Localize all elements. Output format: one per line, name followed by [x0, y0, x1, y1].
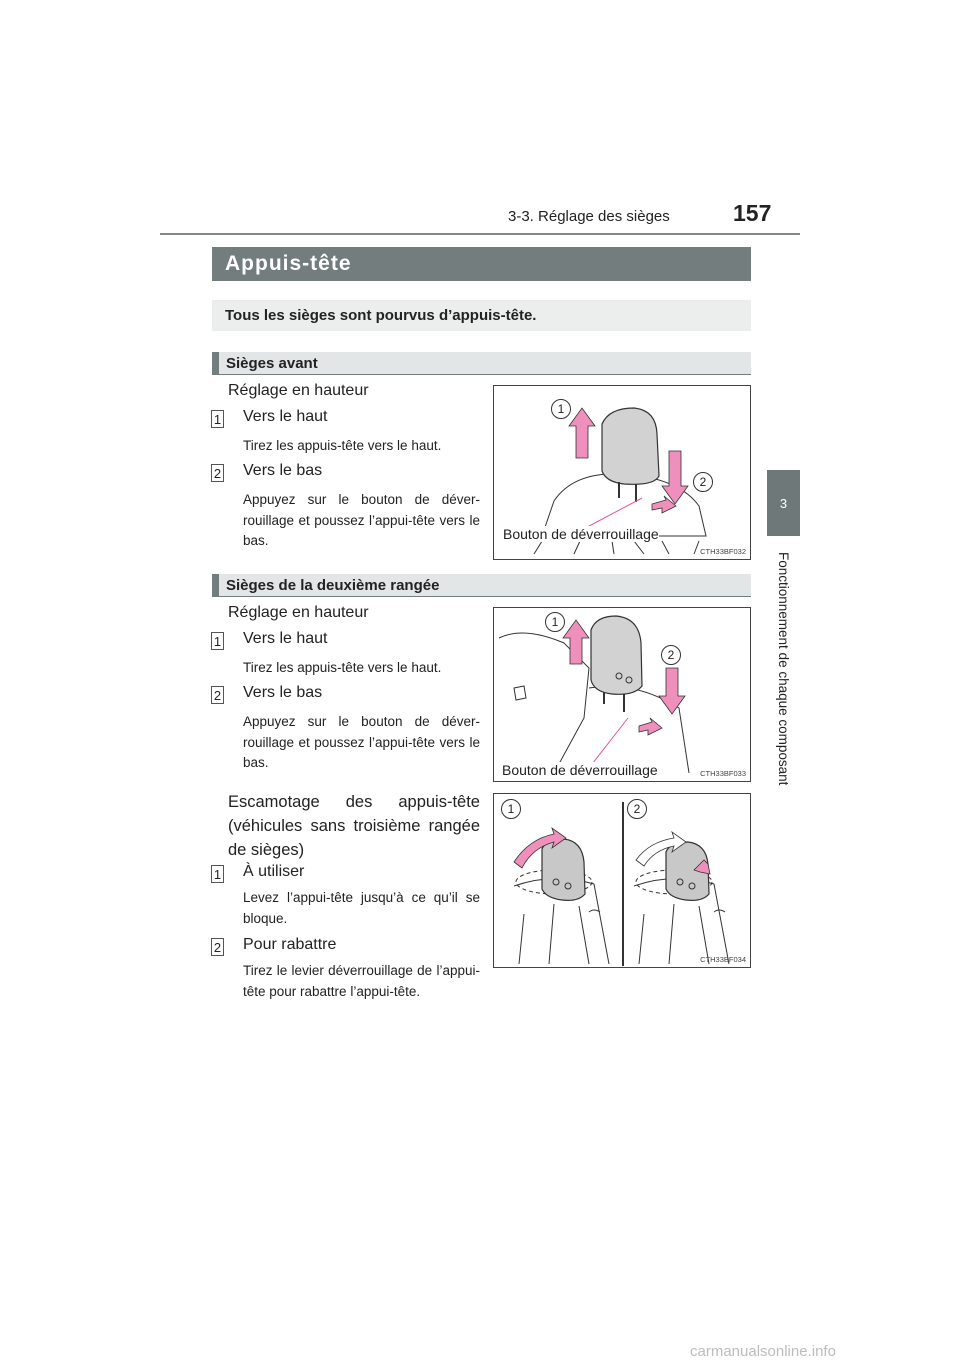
chapter-tab: 3 — [767, 470, 800, 536]
second-step-1-desc: Tirez les appuis-tête vers le haut. — [243, 660, 442, 675]
step-number: 2 — [211, 464, 224, 482]
chapter-side-label: Fonctionnement de chaque composant — [776, 552, 791, 786]
retract-step-1-desc: Levez l’appui-tête jusqu’à ce qu’il se bloque. — [243, 890, 480, 926]
figure-marker-2: 2 — [661, 645, 681, 665]
step-label: Vers le bas — [243, 462, 323, 479]
step-number: 1 — [211, 410, 224, 428]
second-row-headrest-figure — [493, 607, 751, 782]
figure-code: CTH33BF033 — [700, 769, 746, 778]
section-title: 3-3. Réglage des sièges — [508, 208, 670, 225]
figure-marker-1: 1 — [545, 612, 565, 632]
release-button-callout: Bouton de déverrouillage — [502, 762, 658, 778]
page-number: 157 — [733, 200, 772, 226]
second-row-heading: Sièges de la deuxième rangée — [212, 574, 751, 597]
retract-lead: Escamotage des appuis-tête (véhicules sans troisième rangée de sièges) — [228, 793, 480, 859]
figure-marker-2: 2 — [627, 799, 647, 819]
figure-marker-1: 1 — [501, 799, 521, 819]
watermark: carmanualsonline.info — [690, 1343, 836, 1360]
front-step-1-desc: Tirez les appuis-tête vers le haut. — [243, 438, 442, 453]
step-label: Vers le haut — [243, 630, 328, 647]
front-lead: Réglage en hauteur — [228, 382, 369, 399]
front-seats-heading: Sièges avant — [212, 352, 751, 375]
step-number: 1 — [211, 632, 224, 650]
release-button-callout: Bouton de déverrouillage — [503, 526, 659, 542]
front-headrest-figure — [493, 385, 751, 560]
front-step-2-desc: Appuyez sur le bouton de déver-rouillage et poussez l’appui-tête vers le bas. — [243, 492, 480, 548]
step-number: 2 — [211, 686, 224, 704]
second-step-2-desc: Appuyez sur le bouton de déver-rouillage et poussez l’appui-tête vers le bas. — [243, 714, 480, 770]
step-number: 2 — [211, 938, 224, 956]
step-number: 1 — [211, 865, 224, 883]
step-label: Vers le bas — [243, 684, 323, 701]
retract-headrest-illustration — [494, 794, 750, 967]
second-lead: Réglage en hauteur — [228, 604, 369, 621]
second-row-headrest-illustration — [494, 608, 750, 781]
page-title: Appuis-tête — [212, 247, 751, 281]
figure-code: CTH33BF032 — [700, 547, 746, 556]
step-label: Vers le haut — [243, 408, 328, 425]
step-label: À utiliser — [243, 863, 305, 880]
header-divider — [160, 233, 800, 235]
retract-headrest-figure — [493, 793, 751, 968]
step-label: Pour rabattre — [243, 936, 337, 953]
figure-marker-2: 2 — [693, 472, 713, 492]
retract-step-2-desc: Tirez le levier déverrouillage de l’appui-tête pour rabattre l’appui-tête. — [243, 963, 480, 999]
intro-box: Tous les sièges sont pourvus d’appuis-tête. — [212, 300, 751, 331]
figure-code: CTH33BF034 — [700, 955, 746, 964]
figure-marker-1: 1 — [551, 399, 571, 419]
